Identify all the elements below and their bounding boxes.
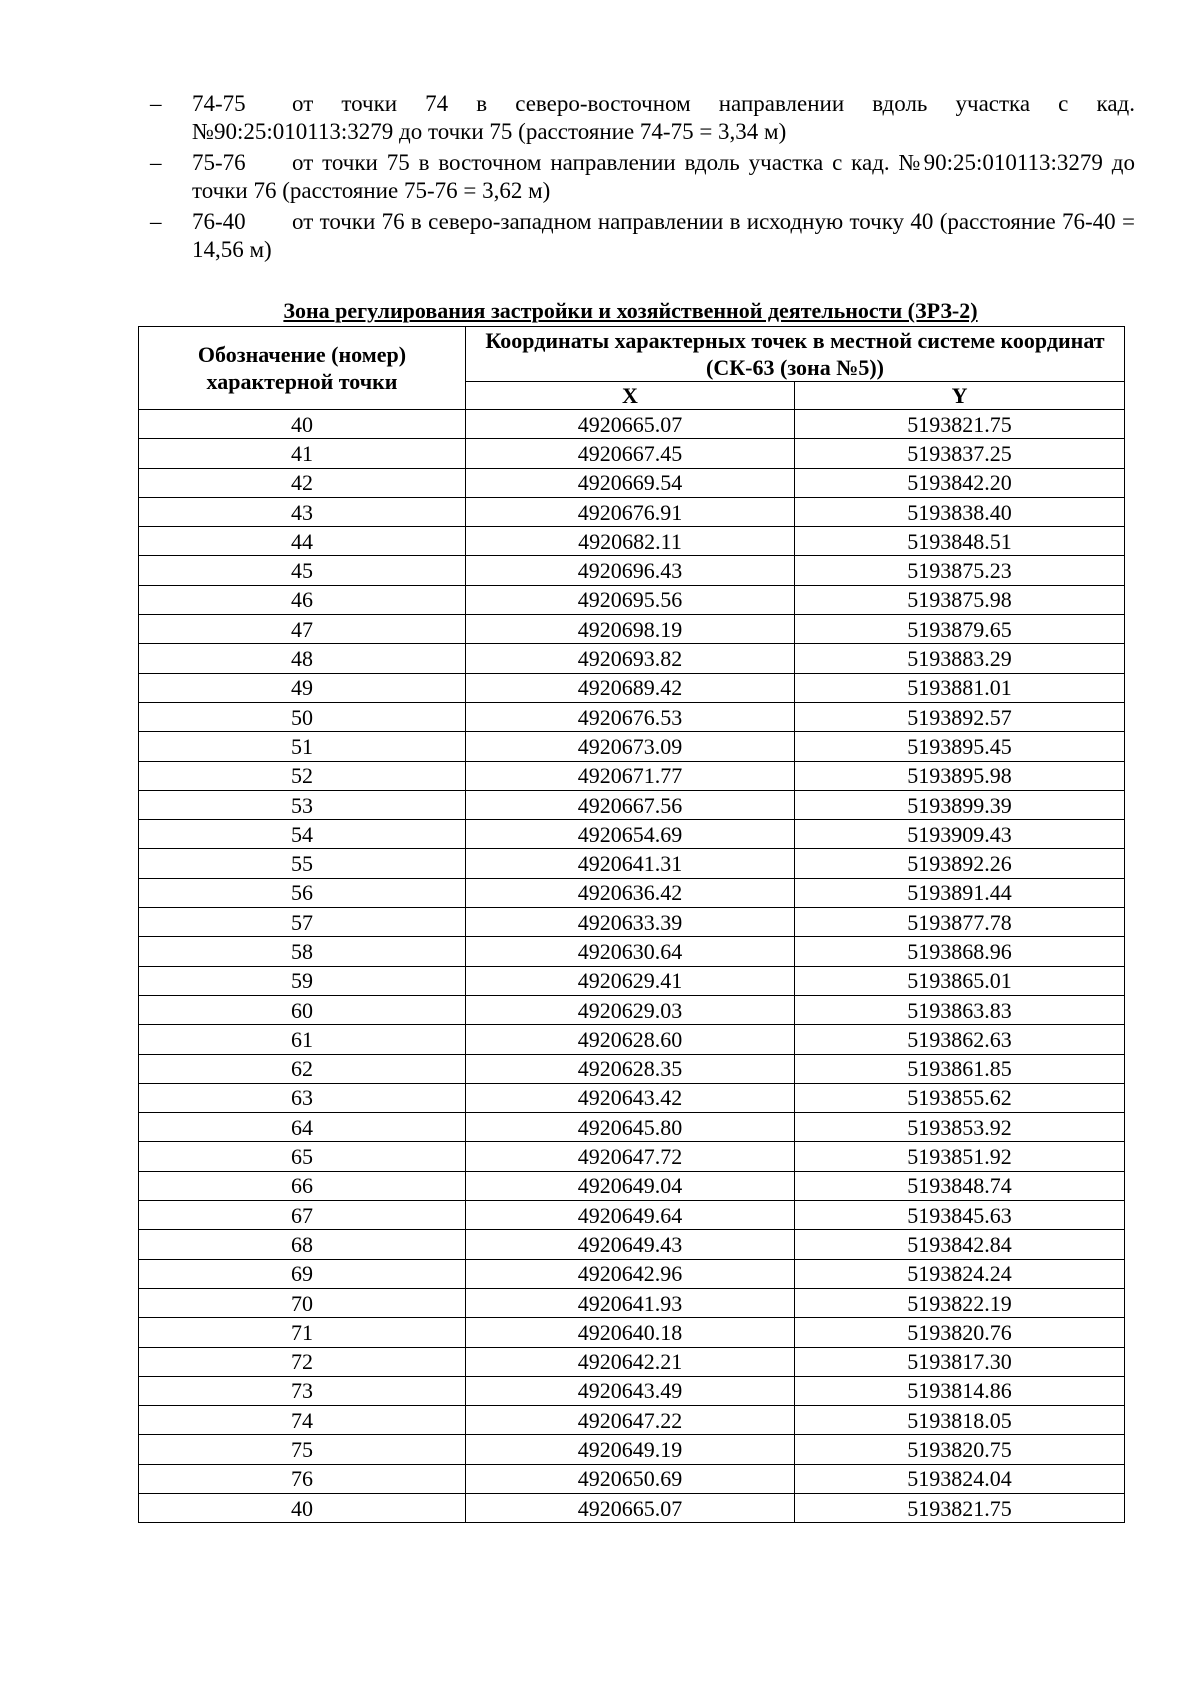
y-coordinate-cell: 5193848.51 [795, 527, 1125, 556]
point-number-cell: 64 [139, 1113, 466, 1142]
y-coordinate-cell: 5193863.83 [795, 995, 1125, 1024]
point-number-cell: 63 [139, 1083, 466, 1112]
table-row [139, 1025, 1125, 1054]
y-coordinate-cell: 5193822.19 [795, 1288, 1125, 1317]
y-coordinate-cell: 5193883.29 [795, 644, 1125, 673]
x-coordinate-cell: 4920669.54 [466, 468, 795, 497]
header-x: X [466, 382, 795, 410]
point-number-cell: 40 [139, 1493, 466, 1522]
x-coordinate-cell: 4920642.21 [466, 1347, 795, 1376]
boundary-segment-list [150, 90, 1135, 267]
y-coordinate-cell: 5193877.78 [795, 908, 1125, 937]
table-row [139, 556, 1125, 585]
x-coordinate-cell: 4920693.82 [466, 644, 795, 673]
y-coordinate-cell: 5193853.92 [795, 1113, 1125, 1142]
x-coordinate-cell: 4920645.80 [466, 1113, 795, 1142]
x-coordinate-cell: 4920682.11 [466, 527, 795, 556]
y-coordinate-cell: 5193861.85 [795, 1054, 1125, 1083]
segment-text: от точки 76 в северо-западном направлении в исходную точку 40 (расстояние 76-40 = 14,56 м) [192, 209, 1135, 262]
x-coordinate-cell: 4920649.04 [466, 1171, 795, 1200]
y-coordinate-cell: 5193838.40 [795, 497, 1125, 526]
point-number-cell: 69 [139, 1259, 466, 1288]
table-row [139, 1318, 1125, 1347]
segment-id: 75-76 [192, 150, 246, 175]
table-row [139, 849, 1125, 878]
x-coordinate-cell: 4920649.19 [466, 1435, 795, 1464]
x-coordinate-cell: 4920636.42 [466, 878, 795, 907]
table-row [139, 1493, 1125, 1522]
x-coordinate-cell: 4920633.39 [466, 908, 795, 937]
table-row [139, 1054, 1125, 1083]
point-number-cell: 65 [139, 1142, 466, 1171]
table-row [139, 1201, 1125, 1230]
table-body [139, 410, 1125, 1523]
point-number-cell: 60 [139, 995, 466, 1024]
x-coordinate-cell: 4920640.18 [466, 1318, 795, 1347]
x-coordinate-cell: 4920676.53 [466, 702, 795, 731]
table-row [139, 995, 1125, 1024]
table-row [139, 1464, 1125, 1493]
segment-text: от точки 75 в восточном направлении вдоль участка с кад. №90:25:010113:3279 до точки 76 (расстояние 75-76 = 3,62 м) [192, 150, 1135, 203]
y-coordinate-cell: 5193875.98 [795, 585, 1125, 614]
point-number-cell: 57 [139, 908, 466, 937]
segment-item [150, 149, 1135, 205]
point-number-cell: 62 [139, 1054, 466, 1083]
y-coordinate-cell: 5193879.65 [795, 615, 1125, 644]
y-coordinate-cell: 5193817.30 [795, 1347, 1125, 1376]
point-number-cell: 61 [139, 1025, 466, 1054]
y-coordinate-cell: 5193820.75 [795, 1435, 1125, 1464]
point-number-cell: 46 [139, 585, 466, 614]
y-coordinate-cell: 5193862.63 [795, 1025, 1125, 1054]
point-number-cell: 48 [139, 644, 466, 673]
y-coordinate-cell: 5193892.26 [795, 849, 1125, 878]
x-coordinate-cell: 4920628.35 [466, 1054, 795, 1083]
point-number-cell: 50 [139, 702, 466, 731]
y-coordinate-cell: 5193855.62 [795, 1083, 1125, 1112]
x-coordinate-cell: 4920696.43 [466, 556, 795, 585]
table-row [139, 1259, 1125, 1288]
table-row [139, 1406, 1125, 1435]
y-coordinate-cell: 5193824.04 [795, 1464, 1125, 1493]
point-number-cell: 56 [139, 878, 466, 907]
x-coordinate-cell: 4920671.77 [466, 761, 795, 790]
point-number-cell: 55 [139, 849, 466, 878]
table-row [139, 1435, 1125, 1464]
point-number-cell: 68 [139, 1230, 466, 1259]
table-row [139, 439, 1125, 468]
y-coordinate-cell: 5193842.20 [795, 468, 1125, 497]
table-row [139, 1171, 1125, 1200]
y-coordinate-cell: 5193842.84 [795, 1230, 1125, 1259]
table-row [139, 937, 1125, 966]
x-coordinate-cell: 4920642.96 [466, 1259, 795, 1288]
point-number-cell: 58 [139, 937, 466, 966]
point-number-cell: 47 [139, 615, 466, 644]
y-coordinate-cell: 5193821.75 [795, 1493, 1125, 1522]
coordinates-table [138, 326, 1125, 1523]
table-row [139, 644, 1125, 673]
y-coordinate-cell: 5193891.44 [795, 878, 1125, 907]
table-row [139, 673, 1125, 702]
x-coordinate-cell: 4920673.09 [466, 732, 795, 761]
point-number-cell: 41 [139, 439, 466, 468]
y-coordinate-cell: 5193868.96 [795, 937, 1125, 966]
x-coordinate-cell: 4920665.07 [466, 1493, 795, 1522]
table-row [139, 820, 1125, 849]
table-row [139, 615, 1125, 644]
point-number-cell: 40 [139, 410, 466, 439]
point-number-cell: 44 [139, 527, 466, 556]
table-row [139, 497, 1125, 526]
table-row [139, 410, 1125, 439]
table-row [139, 702, 1125, 731]
x-coordinate-cell: 4920698.19 [466, 615, 795, 644]
table-row [139, 585, 1125, 614]
segment-item [150, 90, 1135, 146]
segment-marker: – [150, 91, 162, 116]
x-coordinate-cell: 4920643.49 [466, 1376, 795, 1405]
table-row [139, 527, 1125, 556]
table-row [139, 1230, 1125, 1259]
header-coordinates: Координаты характерных точек в местной системе координат (СК-63 (зона №5)) [466, 327, 1125, 382]
x-coordinate-cell: 4920629.03 [466, 995, 795, 1024]
y-coordinate-cell: 5193824.24 [795, 1259, 1125, 1288]
x-coordinate-cell: 4920649.64 [466, 1201, 795, 1230]
table-row [139, 1113, 1125, 1142]
table-row [139, 966, 1125, 995]
header-point-designation: Обозначение (номер) характерной точки [139, 327, 466, 410]
x-coordinate-cell: 4920628.60 [466, 1025, 795, 1054]
x-coordinate-cell: 4920667.45 [466, 439, 795, 468]
table-row [139, 1142, 1125, 1171]
table-row [139, 761, 1125, 790]
y-coordinate-cell: 5193814.86 [795, 1376, 1125, 1405]
x-coordinate-cell: 4920647.22 [466, 1406, 795, 1435]
y-coordinate-cell: 5193865.01 [795, 966, 1125, 995]
x-coordinate-cell: 4920665.07 [466, 410, 795, 439]
x-coordinate-cell: 4920676.91 [466, 497, 795, 526]
x-coordinate-cell: 4920643.42 [466, 1083, 795, 1112]
y-coordinate-cell: 5193899.39 [795, 790, 1125, 819]
segment-marker: – [150, 209, 162, 234]
point-number-cell: 51 [139, 732, 466, 761]
point-number-cell: 54 [139, 820, 466, 849]
y-coordinate-cell: 5193851.92 [795, 1142, 1125, 1171]
point-number-cell: 67 [139, 1201, 466, 1230]
point-number-cell: 59 [139, 966, 466, 995]
point-number-cell: 43 [139, 497, 466, 526]
point-number-cell: 73 [139, 1376, 466, 1405]
x-coordinate-cell: 4920689.42 [466, 673, 795, 702]
table-row [139, 908, 1125, 937]
segment-id: 76-40 [192, 209, 246, 234]
table-row [139, 1083, 1125, 1112]
table-row [139, 1347, 1125, 1376]
segment-text: от точки 74 в северо-восточном направлении вдоль участка с кад. №90:25:010113:3279 до точки 75 (расстояние 74-75 = 3,34 м) [192, 91, 1135, 144]
segment-marker: – [150, 150, 162, 175]
y-coordinate-cell: 5193895.98 [795, 761, 1125, 790]
x-coordinate-cell: 4920641.93 [466, 1288, 795, 1317]
point-number-cell: 42 [139, 468, 466, 497]
table-row [139, 468, 1125, 497]
point-number-cell: 76 [139, 1464, 466, 1493]
x-coordinate-cell: 4920654.69 [466, 820, 795, 849]
segment-id: 74-75 [192, 91, 246, 116]
point-number-cell: 74 [139, 1406, 466, 1435]
point-number-cell: 72 [139, 1347, 466, 1376]
point-number-cell: 66 [139, 1171, 466, 1200]
x-coordinate-cell: 4920667.56 [466, 790, 795, 819]
point-number-cell: 71 [139, 1318, 466, 1347]
x-coordinate-cell: 4920641.31 [466, 849, 795, 878]
point-number-cell: 70 [139, 1288, 466, 1317]
y-coordinate-cell: 5193845.63 [795, 1201, 1125, 1230]
y-coordinate-cell: 5193848.74 [795, 1171, 1125, 1200]
y-coordinate-cell: 5193881.01 [795, 673, 1125, 702]
point-number-cell: 49 [139, 673, 466, 702]
y-coordinate-cell: 5193895.45 [795, 732, 1125, 761]
point-number-cell: 45 [139, 556, 466, 585]
y-coordinate-cell: 5193875.23 [795, 556, 1125, 585]
y-coordinate-cell: 5193892.57 [795, 702, 1125, 731]
table-title: Зона регулирования застройки и хозяйственной деятельности (ЗРЗ-2) [283, 298, 978, 323]
header-y: Y [795, 382, 1125, 410]
segment-item [150, 208, 1135, 264]
x-coordinate-cell: 4920650.69 [466, 1464, 795, 1493]
y-coordinate-cell: 5193820.76 [795, 1318, 1125, 1347]
point-number-cell: 75 [139, 1435, 466, 1464]
y-coordinate-cell: 5193837.25 [795, 439, 1125, 468]
y-coordinate-cell: 5193821.75 [795, 410, 1125, 439]
x-coordinate-cell: 4920629.41 [466, 966, 795, 995]
y-coordinate-cell: 5193818.05 [795, 1406, 1125, 1435]
x-coordinate-cell: 4920695.56 [466, 585, 795, 614]
table-row [139, 878, 1125, 907]
point-number-cell: 53 [139, 790, 466, 819]
table-row [139, 732, 1125, 761]
point-number-cell: 52 [139, 761, 466, 790]
table-row [139, 1376, 1125, 1405]
x-coordinate-cell: 4920649.43 [466, 1230, 795, 1259]
x-coordinate-cell: 4920630.64 [466, 937, 795, 966]
table-row [139, 1288, 1125, 1317]
x-coordinate-cell: 4920647.72 [466, 1142, 795, 1171]
y-coordinate-cell: 5193909.43 [795, 820, 1125, 849]
table-row [139, 790, 1125, 819]
